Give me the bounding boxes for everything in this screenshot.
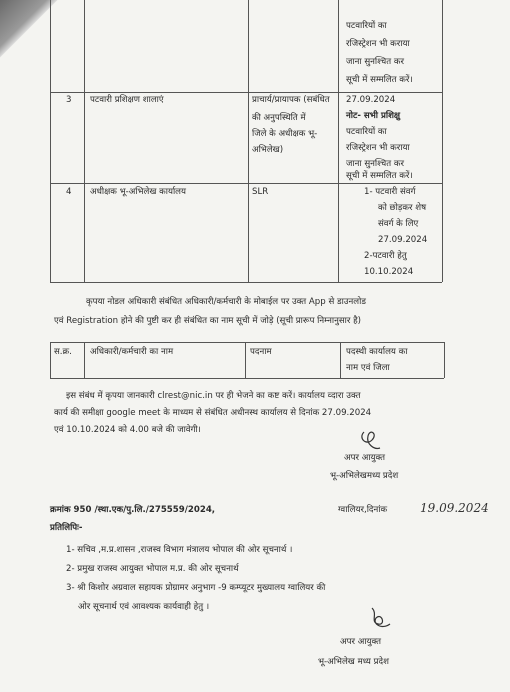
row-prev-line-4: सूची में सम्मलित करें। <box>346 75 413 85</box>
signature-2 <box>366 604 396 632</box>
para1-line-2: एवं Registration होने की पुष्टी कर ही संबंधित का नाम सूची में जोड़े (सूची प्रारूप निम्नानुसार है) <box>54 316 362 326</box>
row4-office: अधीक्षक भू-अभिलेख कार्यालय <box>90 187 186 197</box>
row4-col5-line-5: 2-पटवारी हेतु <box>364 251 407 261</box>
copy-item-3-cont: ओर सूचनार्थ एवं आवश्यक कार्यवाही हेतु । <box>78 602 210 612</box>
signature-1 <box>356 426 386 454</box>
row-prev-line-1: पटवारियों का <box>346 21 387 31</box>
format-header-name: अधिकारी/कर्मचारी का नाम <box>90 347 174 357</box>
row3-col3-line-2: की अनुपस्थिति में <box>252 113 306 123</box>
row3-col3-line-1: प्राचार्य/प्रायापक (सबंधित <box>252 95 330 105</box>
para2-line-1: इस संबंध में कृपया जानकारी clrest@nic.in पर ही भेजने का कष्ट करें। कार्यालय व्दारा उक्त <box>66 391 361 401</box>
row3-office: पटवारी प्रशिक्षण शालाएं <box>90 95 164 105</box>
table-border-left <box>50 0 51 282</box>
table-divider-col2 <box>84 0 85 282</box>
signature-1-office: भू-अभिलेखमध्य प्रदेश <box>330 471 399 481</box>
row4-col5-line-2: को छोड़कर शेष <box>378 203 427 213</box>
signature-2-title: अपर आयुक्त <box>340 637 381 647</box>
para2-line-3: एवं 10.10.2024 को 4.00 बजे की जावेगी। <box>54 425 201 435</box>
row4-col5-line-1: 1- पटवारी संवर्ग <box>364 187 416 197</box>
row3-sno: 3 <box>66 95 72 105</box>
format-header-designation: पदनाम <box>250 347 272 357</box>
format-table-left <box>50 342 51 378</box>
format-table-right <box>444 342 445 378</box>
format-header-posting-1: पदस्थी कार्यालय का <box>346 347 408 357</box>
reference-number: क्रमांक 950 /स्था.एक/पु.लि./275559/2024, <box>50 505 216 515</box>
format-table-div-2 <box>245 342 246 378</box>
reference-place: ग्वालियर,दिनांक <box>338 505 388 515</box>
copy-item-3: 3- श्री किशोर अग्रवाल सहायक प्रोग्रामर अनुभाग -9 कम्प्यूटर मुख्यालय ग्वालियर की <box>66 583 326 593</box>
row3-col5-line-5: जाना सुनश्चित कर <box>346 159 404 169</box>
row3-col5-line-3: पटवारियों का <box>346 127 387 137</box>
copy-heading: प्रतिलिपिः- <box>50 523 83 533</box>
copy-item-2: 2- प्रमुख राजस्व आयुक्त भोपाल म.प्र. की ओर सूचनार्थ <box>66 564 239 574</box>
table-border-right <box>442 0 443 282</box>
row3-col3-line-3: जिले के अधीक्षक भू- <box>252 129 318 139</box>
row4-col5-line-3: संवर्ग के लिए <box>378 219 419 229</box>
row4-col3: SLR <box>252 187 269 197</box>
table-bottom-border <box>50 282 442 283</box>
row3-note: नोट- सभी प्रशिक्षु <box>346 111 401 121</box>
row4-col5-line-4: 27.09.2024 <box>378 235 428 245</box>
row3-col5-line-4: रजिस्ट्रेशन भी कराया <box>346 143 410 153</box>
signature-2-office: भू-अभिलेख मध्य प्रदेश <box>318 657 389 667</box>
row-prev-line-2: रजिस्ट्रेशन भी कराया <box>346 39 410 49</box>
reference-date: 19.09.2024 <box>420 501 489 515</box>
copy-item-1: 1- सचिव ,म.प्र.शासन ,राजस्व विभाग मंत्रालय भोपाल की ओर सूचनार्थ । <box>66 545 293 555</box>
para2-line-2: कार्य की समीक्षा google meet के माध्यम से संबंधित अधीनस्थ कार्यालय से दिनांक 27.09.2024 <box>54 408 372 418</box>
format-table-div-1 <box>84 342 85 378</box>
format-header-sno: स.क्र. <box>54 347 72 357</box>
format-header-posting-2: नाम एवं जिला <box>346 363 390 373</box>
row4-sno: 4 <box>66 187 72 197</box>
table-divider-col4 <box>338 0 339 282</box>
row3-col5-line-6: सूची में सम्मलित करें। <box>346 171 413 181</box>
format-table-bottom <box>50 378 444 379</box>
format-table-top <box>50 342 444 343</box>
signature-1-title: अपर आयुक्त <box>344 453 385 463</box>
row-prev-line-3: जाना सुनश्चित कर <box>346 57 404 67</box>
table-divider-col3 <box>248 0 249 282</box>
table-row-divider-1 <box>50 92 442 93</box>
format-table-div-3 <box>340 342 341 378</box>
row4-col5-line-6: 10.10.2024 <box>364 267 414 277</box>
row3-col3-line-4: अभिलेख) <box>252 145 284 155</box>
row3-date: 27.09.2024 <box>346 95 396 105</box>
para1-line-1: कृपया नोडल अधिकारी संबंधित अधिकारी/कर्मचारी के मोबाईल पर उक्त App से डाउनलोड <box>86 297 366 307</box>
